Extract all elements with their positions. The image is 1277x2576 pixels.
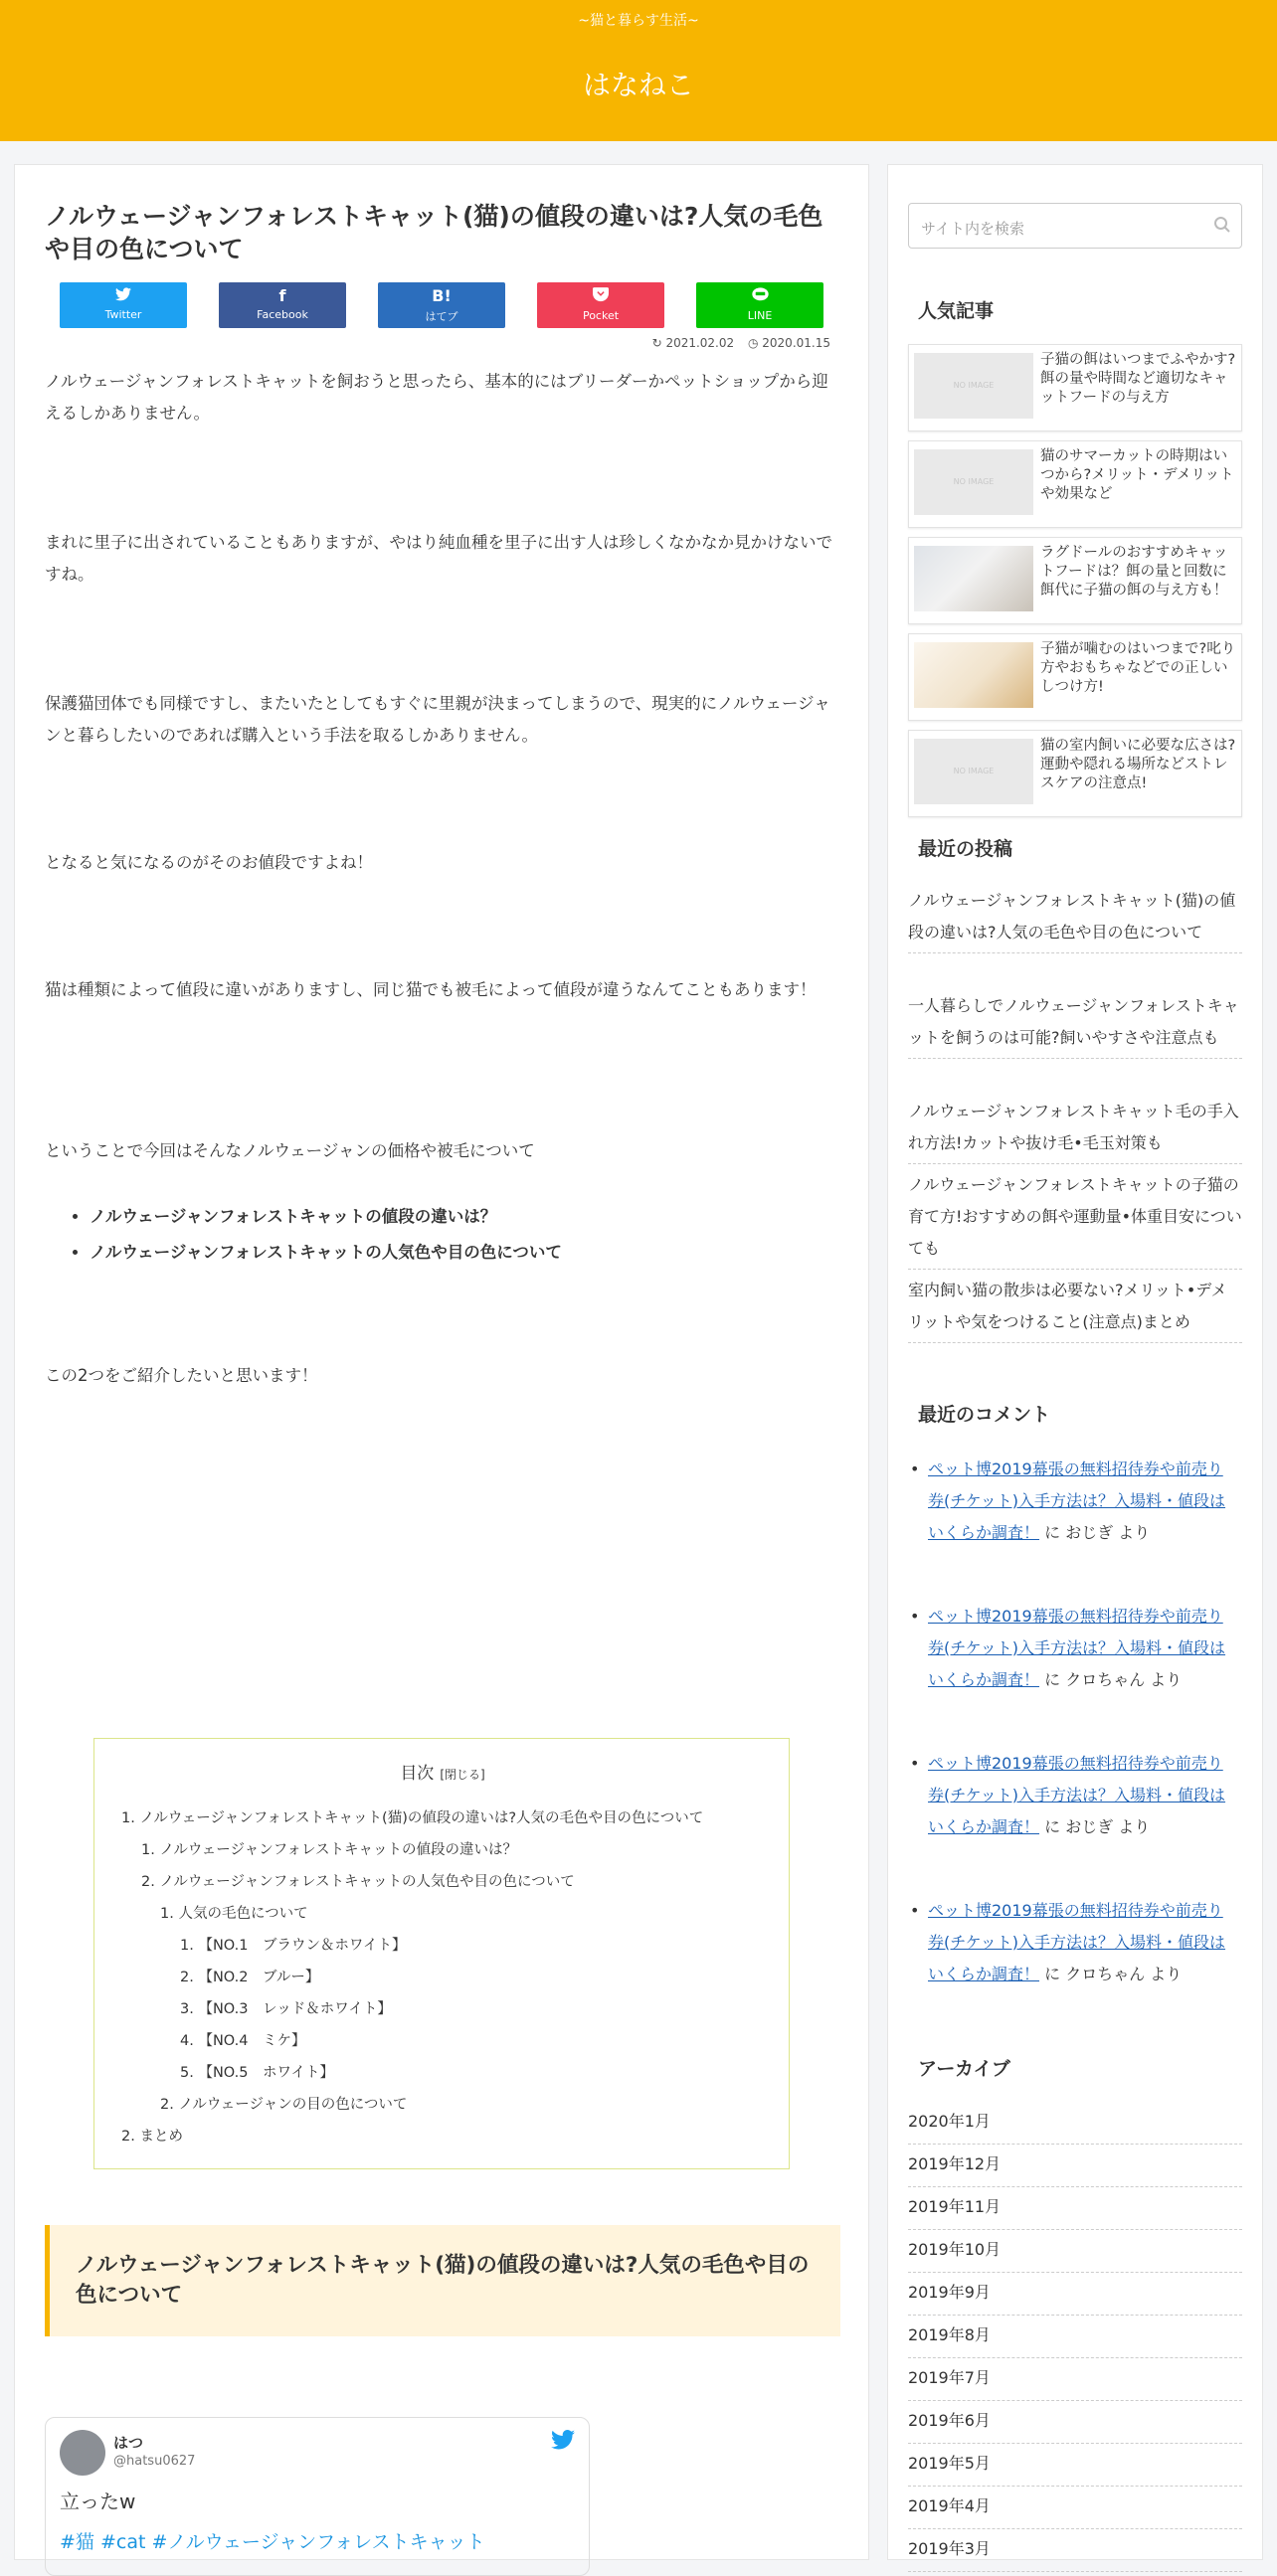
archive-link[interactable]: 2019年10月	[908, 2230, 1242, 2273]
popular-title: 人気記事	[918, 300, 995, 322]
site-tagline: ~猫と暮らす生活~	[578, 13, 699, 29]
archive-link[interactable]: 2019年12月	[908, 2145, 1242, 2187]
popular-item[interactable]	[908, 633, 1242, 721]
archive-title: アーカイブ	[918, 2058, 1010, 2080]
site-header	[0, 0, 1277, 141]
popular-item-title[interactable]: 子猫の餌はいつまでふやかす?餌の量や時間など適切なキャットフードの与え方	[1040, 352, 1236, 406]
share-line-button[interactable]	[696, 282, 823, 328]
paragraph: まれに里子に出されていることもありますが、やはり純血種を里子に出す人は珍しくなかなか見かけないですね。	[45, 533, 832, 584]
popular-item[interactable]	[908, 440, 1242, 528]
hatena-icon: B!	[432, 286, 452, 305]
published-date: ◷ 2020.01.15	[747, 336, 830, 350]
toc-item[interactable]: 2. ノルウェージャンの目の色について	[160, 2097, 408, 2113]
popular-item-title[interactable]: 猫の室内飼いに必要な広さは?運動や隠れる場所などストレスケアの注意点!	[1040, 738, 1236, 791]
thumbnail	[914, 546, 1033, 611]
share-facebook-button[interactable]	[219, 282, 346, 328]
archive-link[interactable]: 2019年3月	[908, 2529, 1242, 2572]
toc-item[interactable]: 2. 【NO.2 ブルー】	[180, 1970, 320, 1985]
archive-link[interactable]: 2020年1月	[908, 2102, 1242, 2145]
share-hatena-button[interactable]	[378, 282, 505, 328]
recent-post-link[interactable]: ノルウェージャンフォレストキャット毛の手入れ方法!カットや抜け毛•毛玉対策も	[908, 1096, 1242, 1164]
share-label: Pocket	[582, 309, 620, 322]
search-input[interactable]	[908, 203, 1242, 249]
paragraph: ノルウェージャンフォレストキャットを飼おうと思ったら、基本的にはブリーダーかペットショップから迎えるしかありません。	[45, 372, 828, 423]
list-item: • ノルウェージャンフォレストキャットの人気色や目の色について	[90, 1235, 885, 1271]
article-title: ノルウェージャンフォレストキャット(猫)の値段の違いは?人気の毛色や目の色について	[45, 202, 823, 263]
thumbnail: NO IMAGE	[914, 449, 1033, 515]
toc-item[interactable]: 1. 【NO.1 ブラウン＆ホワイト】	[180, 1938, 407, 1954]
updated-date: ↻ 2021.02.02	[651, 336, 735, 350]
site-title[interactable]: はなねこ	[582, 69, 694, 101]
archive-link[interactable]: 2019年4月	[908, 2487, 1242, 2529]
archive-link[interactable]: 2019年11月	[908, 2187, 1242, 2230]
paragraph: となると気になるのがそのお値段ですよね！	[45, 853, 373, 872]
toc-item[interactable]: 1. ノルウェージャンフォレストキャット(猫)の値段の違いは?人気の毛色や目の色について	[121, 1810, 704, 1826]
thumbnail: NO IMAGE	[914, 353, 1033, 419]
toc-item[interactable]: 2. ノルウェージャンフォレストキャットの人気色や目の色について	[141, 1874, 575, 1890]
thumbnail	[914, 642, 1033, 708]
sidebar	[887, 164, 1263, 2560]
archive-link[interactable]: 2019年9月	[908, 2273, 1242, 2316]
share-label: LINE	[747, 309, 773, 322]
toc-item[interactable]: 1. ノルウェージャンフォレストキャットの値段の違いは？	[141, 1842, 518, 1858]
toc-item[interactable]: 1. 人気の毛色について	[160, 1906, 308, 1922]
toc-item[interactable]: 4. 【NO.4 ミケ】	[180, 2033, 306, 2049]
section-heading-text: ノルウェージャンフォレストキャット(猫)の値段の違いは?人気の毛色や目の色について	[76, 2253, 810, 2308]
paragraph: 猫は種類によって値段に違いがありますし、同じ猫でも被毛によって値段が違うなんてこともあります！	[45, 980, 817, 999]
twitter-icon	[60, 287, 187, 305]
comment-post-link[interactable]: ペット博2019幕張の無料招待券や前売り券(チケット)入手方法は？入場料・値段はいくらか調査！	[928, 1754, 1226, 1836]
comment-item: • ペット博2019幕張の無料招待券や前売り券(チケット)入手方法は？入場料・値段はいくらか調査！ に おじぎ より	[910, 1460, 1226, 1542]
share-label: はてブ	[425, 310, 458, 323]
tweet-text: 立ったw	[60, 2490, 136, 2513]
popular-item[interactable]	[908, 730, 1242, 817]
search-icon[interactable]	[1213, 216, 1231, 238]
share-twitter-button[interactable]	[60, 282, 187, 328]
post-dates	[642, 336, 830, 350]
twitter-bird-icon[interactable]	[551, 2430, 575, 2454]
recent-post-link[interactable]: ノルウェージャンフォレストキャット(猫)の値段の違いは?人気の毛色や目の色について	[908, 885, 1242, 953]
archive-link[interactable]: 2019年6月	[908, 2401, 1242, 2444]
pocket-icon	[537, 287, 664, 306]
list-item: • ノルウェージャンフォレストキャットの値段の違いは？	[90, 1199, 885, 1235]
comment-item: • ペット博2019幕張の無料招待券や前売り券(チケット)入手方法は？入場料・値段はいくらか調査！ に クロちゃん より	[910, 1607, 1226, 1689]
paragraph: 保護猫団体でも同様ですし、またいたとしてもすぐに里親が決まってしまうので、現実的にノルウェージャンと暮らしたいのであれば購入という手法を取るしかありません。	[45, 694, 830, 745]
toc-item[interactable]: 3. 【NO.3 レッド＆ホワイト】	[180, 2001, 392, 2017]
search-placeholder: サイト内を検索	[921, 220, 1024, 238]
paragraph: ということで今回はそんなノルウェージャンの価格や被毛について	[45, 1141, 535, 1160]
toc-item[interactable]: 5. 【NO.5 ホワイト】	[180, 2065, 335, 2081]
article-main	[14, 164, 869, 2560]
avatar[interactable]	[60, 2430, 105, 2476]
tweet-hashtags[interactable]: #猫 #cat #ノルウェージャンフォレストキャット	[60, 2531, 485, 2553]
archive-link[interactable]: 2019年8月	[908, 2316, 1242, 2358]
tweet-author-name[interactable]: はつ	[113, 2434, 144, 2452]
archive-link[interactable]: 2019年5月	[908, 2444, 1242, 2487]
toc-toggle[interactable]: [閉じる]	[440, 1768, 485, 1782]
share-label: Twitter	[104, 308, 142, 321]
recent-comments-title: 最近のコメント	[918, 1404, 1051, 1426]
embedded-tweet[interactable]	[45, 2417, 590, 2576]
table-of-contents	[93, 1738, 790, 2169]
toc-item[interactable]: 2. まとめ	[121, 2129, 183, 2145]
popular-item-title[interactable]: 猫のサマーカットの時期はいつから?メリット・デメリットや効果など	[1040, 448, 1234, 502]
comment-item: • ペット博2019幕張の無料招待券や前売り券(チケット)入手方法は？入場料・値段はいくらか調査！ に クロちゃん より	[910, 1901, 1226, 1983]
recent-post-link[interactable]: 一人暮らしでノルウェージャンフォレストキャットを飼うのは可能?飼いやすさや注意点も	[908, 990, 1242, 1059]
share-label: Facebook	[257, 308, 308, 321]
article-bullet-list	[45, 1199, 885, 1271]
facebook-icon: f	[278, 286, 286, 305]
popular-item[interactable]	[908, 344, 1242, 431]
comment-post-link[interactable]: ペット博2019幕張の無料招待券や前売り券(チケット)入手方法は？入場料・値段はいくらか調査！	[928, 1607, 1226, 1689]
popular-item[interactable]	[908, 537, 1242, 624]
recent-posts-title: 最近の投稿	[918, 838, 1013, 860]
section-heading	[45, 2225, 840, 2336]
comment-item: • ペット博2019幕張の無料招待券や前売り券(チケット)入手方法は？入場料・値段はいくらか調査！ に おじぎ より	[910, 1754, 1226, 1836]
paragraph: この2つをご紹介したいと思います！	[45, 1366, 318, 1385]
popular-item-title[interactable]: 子猫が噛むのはいつまで?叱り方やおもちゃなどでの正しいしつけ方!	[1040, 641, 1236, 695]
archive-link[interactable]: 2019年7月	[908, 2358, 1242, 2401]
toc-title: 目次 [閉じる]	[400, 1764, 485, 1784]
recent-post-link[interactable]: ノルウェージャンフォレストキャットの子猫の育て方!おすすめの餌や運動量•体重目安についても	[908, 1169, 1242, 1270]
tweet-author-handle[interactable]: @hatsu0627	[113, 2454, 196, 2469]
share-pocket-button[interactable]	[537, 282, 664, 328]
recent-post-link[interactable]: 室内飼い猫の散歩は必要ない?メリット•デメリットや気をつけること(注意点)まとめ	[908, 1275, 1242, 1343]
thumbnail: NO IMAGE	[914, 739, 1033, 804]
line-icon	[696, 287, 823, 306]
popular-item-title[interactable]: ラグドールのおすすめキャットフードは？餌の量と回数に餌代に子猫の餌の与え方も！	[1040, 545, 1228, 599]
comment-post-link[interactable]: ペット博2019幕張の無料招待券や前売り券(チケット)入手方法は？入場料・値段はいくらか調査！	[928, 1901, 1226, 1983]
comment-post-link[interactable]: ペット博2019幕張の無料招待券や前売り券(チケット)入手方法は？入場料・値段はいくらか調査！	[928, 1460, 1226, 1542]
